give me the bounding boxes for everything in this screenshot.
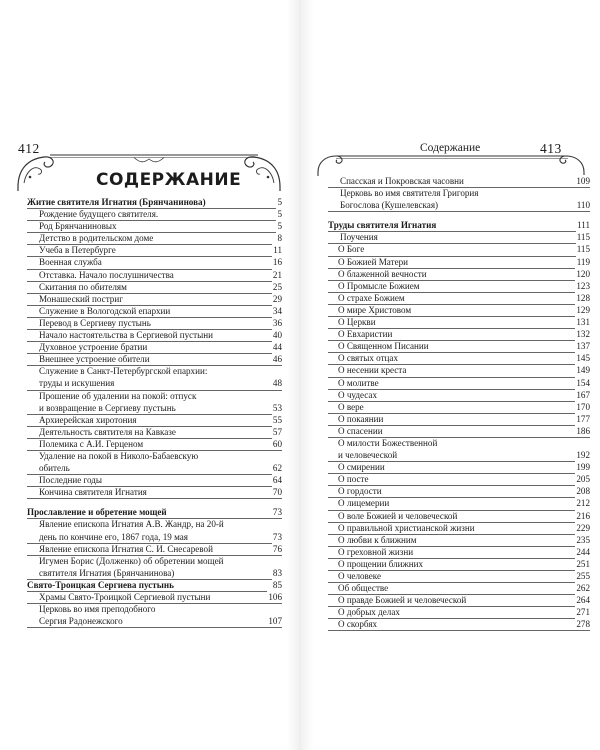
toc-entry bbox=[328, 401, 590, 413]
page-number-right: 413 bbox=[540, 141, 562, 156]
toc-entry-title: О скорбях bbox=[338, 619, 378, 630]
toc-entry-title: Отставка. Начало послушничества bbox=[39, 269, 174, 280]
toc-entry-title: О греховной жизни bbox=[338, 546, 414, 557]
toc-entry-title: Сергия Радонежского bbox=[39, 616, 123, 627]
toc-entry bbox=[328, 352, 590, 364]
toc-entry-page: 244 bbox=[576, 546, 590, 557]
toc-entry-page: 128 bbox=[576, 292, 590, 303]
toc-entry bbox=[27, 329, 282, 341]
toc-entry-page: 137 bbox=[576, 341, 590, 352]
toc-entry bbox=[328, 425, 590, 437]
toc-entry-title: О Церкви bbox=[338, 317, 376, 328]
toc-entry bbox=[27, 220, 282, 232]
toc-entry-title: Явление епископа Игнатия А.В. Жандр, на 20-й bbox=[39, 519, 224, 530]
toc-entry-title-row bbox=[27, 518, 282, 530]
toc-entry bbox=[27, 450, 282, 462]
toc-entry-page: 216 bbox=[576, 510, 590, 521]
toc-entry bbox=[27, 293, 282, 305]
toc-entry-page: 16 bbox=[272, 257, 282, 268]
toc-entry bbox=[27, 390, 282, 402]
toc-entry bbox=[27, 269, 282, 281]
toc-entry-page: 229 bbox=[576, 522, 590, 533]
toc-entry-title: О воле Божией и человеческой bbox=[338, 510, 458, 521]
toc-entry-page: 131 bbox=[576, 317, 590, 328]
toc-entry-title: О покаянии bbox=[338, 413, 384, 424]
toc-title: СОДЕРЖАНИЕ bbox=[96, 170, 242, 190]
toc-entry-page: 5 bbox=[277, 197, 282, 207]
toc-entry-page: 25 bbox=[272, 281, 282, 292]
toc-entry-title-row bbox=[328, 437, 590, 449]
toc-entry-page: 36 bbox=[272, 317, 282, 328]
toc-entry-title-row bbox=[27, 450, 282, 462]
toc-entry-page: 149 bbox=[576, 365, 590, 376]
toc-entry-title: труды и искушения bbox=[39, 378, 115, 389]
right-page bbox=[300, 0, 600, 750]
toc-entry bbox=[27, 591, 282, 603]
toc-entry-title: О молитве bbox=[338, 377, 379, 388]
toc-entry bbox=[328, 534, 590, 546]
toc-entry-title: обитель bbox=[39, 463, 70, 474]
toc-entry-title: Кончина святителя Игнатия bbox=[39, 487, 147, 498]
toc-entry-title: день по кончине его, 1867 года, 19 мая bbox=[39, 531, 188, 542]
toc-entry-title: О мире Христовом bbox=[338, 304, 412, 315]
toc-entry-title: Свято-Троицкая Сергиева пустынь bbox=[27, 579, 174, 590]
toc-entry-title: О Божией Матери bbox=[338, 256, 409, 267]
toc-entry-title: Труды святителя Игнатия bbox=[328, 220, 437, 231]
toc-entry-page: 40 bbox=[272, 330, 282, 341]
toc-entry bbox=[328, 413, 590, 425]
toc-entry-title: Храмы Свято-Троицкой Сергиевой пустыни bbox=[39, 592, 211, 602]
toc-section-entry bbox=[328, 219, 590, 231]
toc-entry-title: Явление епископа Игнатия С. И. Снесаревой bbox=[39, 543, 213, 554]
toc-entry-page: 21 bbox=[272, 269, 282, 280]
toc-entry-page: 170 bbox=[576, 401, 590, 412]
toc-entry-page: 115 bbox=[576, 244, 590, 255]
toc-entry bbox=[328, 231, 590, 243]
toc-entry bbox=[328, 389, 590, 401]
toc-entry bbox=[328, 582, 590, 594]
toc-entry-page: 34 bbox=[272, 305, 282, 316]
toc-section-entry bbox=[27, 579, 282, 591]
toc-entry-title: О человеке bbox=[338, 571, 382, 581]
toc-spacer bbox=[27, 498, 282, 506]
toc-entry-title: Полемика с А.И. Герценом bbox=[39, 438, 144, 449]
toc-entry-title: Об обществе bbox=[338, 583, 389, 594]
toc-entry bbox=[328, 558, 590, 570]
toc-entry-title: О лицемерии bbox=[338, 498, 390, 509]
toc-entry bbox=[27, 281, 282, 293]
toc-entry-page: 119 bbox=[576, 256, 590, 267]
toc-entry-title: Перевод в Сергиеву пустынь bbox=[39, 317, 151, 328]
toc-entry-title: Духовное устроение братии bbox=[39, 342, 148, 353]
toc-entry-title-row bbox=[328, 618, 590, 631]
toc-entry-page: 271 bbox=[576, 607, 590, 618]
header-ornament-right bbox=[312, 150, 590, 176]
toc-entry-page: 278 bbox=[576, 619, 590, 630]
toc-list-left bbox=[27, 196, 282, 627]
toc-entry bbox=[328, 256, 590, 268]
toc-entry bbox=[27, 518, 282, 530]
toc-entry-page: 110 bbox=[576, 200, 590, 211]
toc-entry-title-row bbox=[27, 390, 282, 402]
toc-entry-title: О гордости bbox=[338, 486, 382, 497]
toc-entry-title: Начало настоятельства в Сергиевой пустыни bbox=[39, 330, 213, 341]
toc-entry-title: Учеба в Петербурге bbox=[39, 245, 116, 256]
toc-entry-page: 212 bbox=[576, 498, 590, 509]
toc-entry-title: Архиерейская хиротония bbox=[39, 414, 137, 425]
toc-entry bbox=[27, 555, 282, 567]
toc-entry bbox=[328, 570, 590, 582]
toc-entry-page: 186 bbox=[576, 425, 590, 436]
toc-entry-page: 177 bbox=[576, 413, 590, 424]
toc-entry-title: О Боге bbox=[338, 244, 365, 255]
toc-entry bbox=[27, 426, 282, 438]
toc-entry-page: 205 bbox=[576, 474, 590, 485]
toc-entry bbox=[328, 328, 590, 340]
toc-entry-title: Прошение об удалении на покой: отпуск bbox=[39, 390, 197, 401]
toc-entry-page: 145 bbox=[576, 353, 590, 364]
toc-entry-page: 235 bbox=[576, 534, 590, 545]
toc-entry-title: Военная служба bbox=[39, 257, 102, 268]
toc-entry bbox=[328, 292, 590, 304]
toc-entry-page: 132 bbox=[576, 329, 590, 340]
toc-entry-page: 255 bbox=[576, 571, 590, 581]
toc-entry-page: 29 bbox=[272, 293, 282, 304]
toc-entry-page: 199 bbox=[576, 462, 590, 473]
toc-entry-page: 83 bbox=[272, 567, 282, 578]
toc-entry-title: Служение в Вологодской епархии bbox=[39, 305, 171, 316]
toc-spacer bbox=[328, 211, 590, 219]
toc-entry-title: Церковь во имя преподобного bbox=[39, 604, 156, 615]
toc-entry bbox=[27, 353, 282, 365]
toc-entry bbox=[328, 449, 590, 461]
toc-entry bbox=[27, 474, 282, 486]
toc-entry-page: 123 bbox=[576, 280, 590, 291]
toc-entry bbox=[328, 187, 590, 199]
toc-entry bbox=[27, 615, 282, 627]
toc-entry-title: Поучения bbox=[340, 232, 378, 243]
running-head: Содержание bbox=[420, 142, 481, 154]
toc-entry bbox=[27, 438, 282, 450]
toc-entry bbox=[27, 232, 282, 244]
toc-entry-title-row bbox=[27, 615, 282, 628]
toc-entry bbox=[27, 531, 282, 543]
toc-entry-title: Житие святителя Игнатия (Брянчанинова) bbox=[27, 197, 206, 207]
toc-entry-page: 62 bbox=[272, 463, 282, 474]
toc-entry-page: 106 bbox=[268, 592, 282, 602]
toc-entry-title-row bbox=[27, 603, 282, 615]
toc-entry bbox=[328, 316, 590, 328]
toc-entry-title: Внешнее устроение обители bbox=[39, 354, 150, 365]
toc-entry-page: 115 bbox=[576, 232, 590, 243]
toc-entry bbox=[328, 340, 590, 352]
toc-entry-title: Церковь во имя святителя Григория bbox=[340, 188, 479, 199]
toc-entry-page: 55 bbox=[272, 414, 282, 425]
toc-entry-title: и возвращение в Сергиеву пустынь bbox=[39, 402, 176, 413]
page-number-left: 412 bbox=[18, 141, 40, 156]
toc-section-entry bbox=[27, 196, 282, 208]
toc-entry-title: О спасении bbox=[338, 425, 383, 436]
toc-entry-title: Род Брянчаниновых bbox=[39, 221, 117, 232]
toc-entry bbox=[328, 618, 590, 630]
toc-entry-title: Спасская и Покровская часовни bbox=[340, 176, 464, 186]
toc-entry-page: 5 bbox=[277, 221, 282, 232]
toc-entry-page: 60 bbox=[272, 438, 282, 449]
toc-entry bbox=[328, 268, 590, 280]
toc-entry-page: 11 bbox=[273, 245, 282, 256]
toc-entry bbox=[27, 341, 282, 353]
toc-entry-title: Детство в родительском доме bbox=[39, 233, 154, 244]
toc-entry-page: 8 bbox=[277, 233, 282, 244]
toc-entry-page: 167 bbox=[576, 389, 590, 400]
toc-entry bbox=[328, 497, 590, 509]
toc-entry-title: О Евхаристии bbox=[338, 329, 393, 340]
toc-entry-page: 44 bbox=[272, 342, 282, 353]
toc-entry bbox=[27, 414, 282, 426]
toc-entry bbox=[27, 543, 282, 555]
toc-entry-page: 251 bbox=[576, 558, 590, 569]
toc-entry-title: О любви к ближним bbox=[338, 534, 417, 545]
toc-entry-page: 264 bbox=[576, 595, 590, 606]
toc-entry bbox=[328, 243, 590, 255]
toc-entry-page: 46 bbox=[272, 354, 282, 365]
toc-entry-title: О посте bbox=[338, 474, 369, 485]
toc-entry-title: Богослова (Кушелевская) bbox=[340, 200, 439, 211]
toc-entry bbox=[27, 486, 282, 498]
toc-entry-page: 154 bbox=[576, 377, 590, 388]
toc-entry-title: О страхе Божием bbox=[338, 292, 405, 303]
toc-entry-title: О блаженной вечности bbox=[338, 268, 427, 279]
toc-entry bbox=[328, 546, 590, 558]
toc-entry-title: Монашеский постриг bbox=[39, 293, 123, 304]
toc-entry bbox=[328, 522, 590, 534]
toc-entry-title: и человеческой bbox=[338, 450, 398, 461]
toc-entry-page: 129 bbox=[576, 304, 590, 315]
toc-entry bbox=[328, 175, 590, 187]
toc-entry-page: 192 bbox=[576, 450, 590, 461]
toc-entry-title: О Промысле Божием bbox=[338, 280, 420, 291]
toc-entry-page: 111 bbox=[577, 220, 590, 231]
toc-entry bbox=[328, 473, 590, 485]
toc-entry-title: Рождение будущего святителя. bbox=[39, 209, 159, 220]
toc-entry-page: 120 bbox=[576, 268, 590, 279]
toc-entry bbox=[328, 485, 590, 497]
toc-entry bbox=[27, 244, 282, 256]
toc-entry-title: Служение в Санкт-Петербургской епархии: bbox=[39, 366, 208, 377]
toc-entry-page: 262 bbox=[576, 583, 590, 594]
toc-entry-title: Прославление и обретение мощей bbox=[27, 507, 167, 518]
toc-entry-title: О вере bbox=[338, 401, 364, 412]
toc-entry-title: Игумен Борис (Долженко) об обретении мощей bbox=[39, 555, 224, 566]
toc-entry bbox=[27, 317, 282, 329]
toc-entry-page: 57 bbox=[272, 426, 282, 437]
toc-entry-page: 73 bbox=[272, 531, 282, 542]
toc-entry bbox=[328, 461, 590, 473]
toc-entry-title: О правильной христианской жизни bbox=[338, 522, 475, 533]
toc-entry bbox=[27, 256, 282, 268]
toc-entry-page: 53 bbox=[272, 402, 282, 413]
toc-entry bbox=[27, 305, 282, 317]
toc-entry-title: О правде Божией и человеческой bbox=[338, 595, 467, 606]
toc-entry bbox=[328, 280, 590, 292]
toc-entry bbox=[328, 377, 590, 389]
toc-entry bbox=[328, 304, 590, 316]
toc-entry-page: 48 bbox=[272, 378, 282, 389]
toc-entry-title: Деятельность святителя на Кавказе bbox=[39, 426, 176, 437]
toc-entry bbox=[328, 437, 590, 449]
toc-entry-title: О чудесах bbox=[338, 389, 378, 400]
toc-entry-page: 208 bbox=[576, 486, 590, 497]
toc-entry-title: О смирении bbox=[338, 462, 385, 473]
toc-entry-title-row bbox=[27, 555, 282, 567]
toc-entry bbox=[328, 199, 590, 211]
toc-entry-page: 76 bbox=[272, 543, 282, 554]
toc-entry bbox=[328, 594, 590, 606]
toc-entry bbox=[27, 402, 282, 414]
toc-entry-title: Скитания по обителям bbox=[39, 281, 127, 292]
toc-list-right bbox=[328, 175, 590, 630]
toc-entry-title: О несении креста bbox=[338, 365, 407, 376]
toc-entry-title: святителя Игнатия (Брянчанинова) bbox=[39, 567, 175, 578]
toc-entry-title: О Священном Писании bbox=[338, 341, 429, 352]
toc-entry bbox=[27, 462, 282, 474]
toc-entry bbox=[27, 377, 282, 389]
toc-entry-page: 5 bbox=[277, 209, 282, 220]
toc-entry bbox=[328, 606, 590, 618]
toc-entry-title-row bbox=[27, 365, 282, 377]
toc-entry-title: Последние годы bbox=[39, 475, 103, 486]
toc-entry-page: 70 bbox=[272, 487, 282, 498]
toc-entry bbox=[27, 208, 282, 220]
toc-entry-page: 109 bbox=[576, 176, 590, 186]
toc-entry-title: Удаление на покой в Николо-Бабаевскую bbox=[39, 450, 199, 461]
toc-entry-title: О прощении ближних bbox=[338, 558, 424, 569]
toc-entry bbox=[27, 567, 282, 579]
toc-entry-page: 85 bbox=[272, 579, 282, 590]
toc-entry-page: 73 bbox=[272, 507, 282, 518]
toc-section-entry bbox=[27, 506, 282, 518]
toc-entry bbox=[27, 603, 282, 615]
toc-entry-title: О милости Божественной bbox=[338, 437, 438, 448]
toc-entry bbox=[328, 364, 590, 376]
toc-entry-page: 107 bbox=[268, 616, 282, 627]
toc-entry bbox=[328, 510, 590, 522]
toc-entry-title: О святых отцах bbox=[338, 353, 398, 364]
toc-entry bbox=[27, 365, 282, 377]
toc-entry-title: О добрых делах bbox=[338, 607, 400, 618]
toc-entry-page: 64 bbox=[272, 475, 282, 486]
toc-entry-title-row bbox=[328, 187, 590, 199]
